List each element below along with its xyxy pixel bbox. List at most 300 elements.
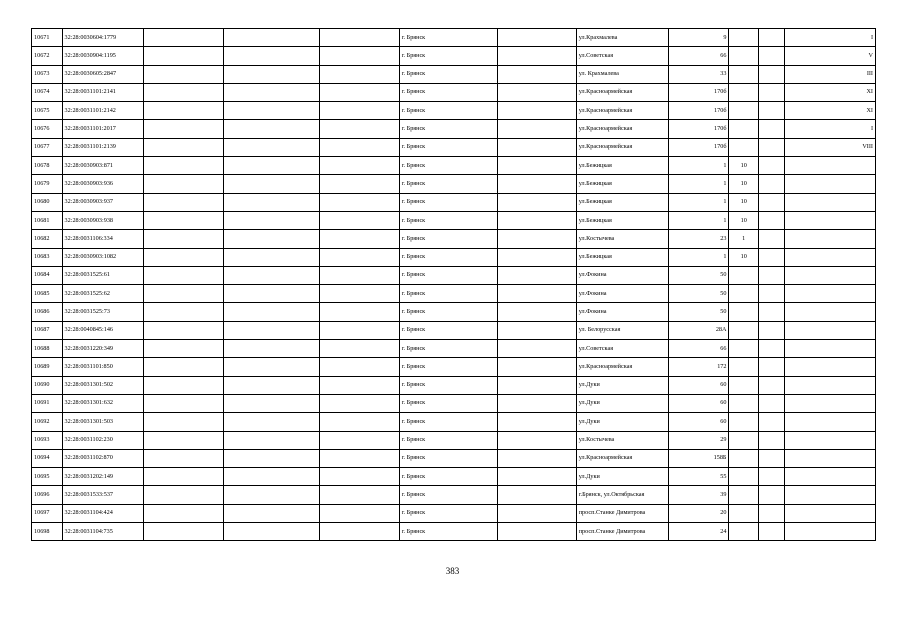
cell-id: 10676 bbox=[32, 120, 63, 138]
cell-empty bbox=[143, 449, 223, 467]
cell-street: ул. Белорусская bbox=[576, 321, 669, 339]
cell-empty bbox=[319, 248, 399, 266]
cell-cadastral-number: 32:28:0030904:1195 bbox=[62, 47, 143, 65]
cell-apartment bbox=[729, 102, 759, 120]
cell-empty bbox=[223, 266, 319, 284]
cell-city: г. Брянск bbox=[399, 175, 497, 193]
cell-house-number: 50 bbox=[669, 303, 729, 321]
cell-house-number: 1 bbox=[669, 193, 729, 211]
cell-house-number: 23 bbox=[669, 230, 729, 248]
cell-empty bbox=[497, 504, 576, 522]
cell-apartment bbox=[729, 431, 759, 449]
cell-cadastral-number: 32:28:0031101:2142 bbox=[62, 102, 143, 120]
cell-cadastral-number: 32:28:0031101:2017 bbox=[62, 120, 143, 138]
cell-city: г. Брянск bbox=[399, 47, 497, 65]
cell-id: 10683 bbox=[32, 248, 63, 266]
cell-house-number: 50 bbox=[669, 266, 729, 284]
cell-street: ул.Красноармейская bbox=[576, 83, 669, 101]
cell-id: 10677 bbox=[32, 138, 63, 156]
table-row bbox=[32, 376, 876, 394]
cell-city: г. Брянск bbox=[399, 29, 497, 47]
cell-empty bbox=[497, 340, 576, 358]
cell-empty bbox=[497, 175, 576, 193]
cell-empty bbox=[223, 449, 319, 467]
cell-empty bbox=[143, 193, 223, 211]
cell-cadastral-number: 32:28:0031102:870 bbox=[62, 449, 143, 467]
cell-empty bbox=[758, 248, 784, 266]
cell-cadastral-number: 32:28:0031533:537 bbox=[62, 486, 143, 504]
table-row bbox=[32, 468, 876, 486]
cell-premises-roman bbox=[785, 157, 876, 175]
cell-apartment bbox=[729, 340, 759, 358]
cell-empty bbox=[319, 266, 399, 284]
cell-house-number: 24 bbox=[669, 523, 729, 541]
cell-empty bbox=[497, 486, 576, 504]
cell-empty bbox=[143, 47, 223, 65]
cell-empty bbox=[319, 65, 399, 83]
cell-id: 10698 bbox=[32, 523, 63, 541]
cell-empty bbox=[497, 157, 576, 175]
cell-house-number: 66 bbox=[669, 340, 729, 358]
cell-empty bbox=[319, 449, 399, 467]
cell-empty bbox=[758, 65, 784, 83]
table-row bbox=[32, 449, 876, 467]
cell-house-number: 50 bbox=[669, 285, 729, 303]
cell-cadastral-number: 32:28:0030903:937 bbox=[62, 193, 143, 211]
cell-house-number: 1 bbox=[669, 157, 729, 175]
cell-city: г. Брянск bbox=[399, 83, 497, 101]
table-row bbox=[32, 394, 876, 412]
cell-apartment bbox=[729, 47, 759, 65]
cell-id: 10675 bbox=[32, 102, 63, 120]
cell-street: ул. Крахмалева bbox=[576, 65, 669, 83]
table-row bbox=[32, 230, 876, 248]
cell-empty bbox=[223, 193, 319, 211]
table-row bbox=[32, 431, 876, 449]
cell-empty bbox=[223, 29, 319, 47]
cell-cadastral-number: 32:28:0030903:936 bbox=[62, 175, 143, 193]
cell-id: 10682 bbox=[32, 230, 63, 248]
cell-id: 10693 bbox=[32, 431, 63, 449]
cell-apartment: 10 bbox=[729, 175, 759, 193]
cell-premises-roman bbox=[785, 193, 876, 211]
cell-empty bbox=[319, 303, 399, 321]
cell-empty bbox=[223, 83, 319, 101]
cell-empty bbox=[319, 157, 399, 175]
cell-cadastral-number: 32:28:0031101:2139 bbox=[62, 138, 143, 156]
table-body bbox=[32, 29, 876, 541]
cell-premises-roman bbox=[785, 230, 876, 248]
cell-apartment: 1 bbox=[729, 230, 759, 248]
cell-empty bbox=[143, 376, 223, 394]
cell-premises-roman: XI bbox=[785, 83, 876, 101]
cell-house-number: 33 bbox=[669, 65, 729, 83]
cell-empty bbox=[319, 321, 399, 339]
cell-premises-roman bbox=[785, 266, 876, 284]
cell-empty bbox=[223, 431, 319, 449]
cell-street: ул.Советская bbox=[576, 47, 669, 65]
cell-empty bbox=[319, 193, 399, 211]
cell-empty bbox=[223, 394, 319, 412]
cell-cadastral-number: 32:28:0031102:230 bbox=[62, 431, 143, 449]
cell-city: г. Брянск bbox=[399, 303, 497, 321]
cell-house-number: 170б bbox=[669, 83, 729, 101]
cell-premises-roman bbox=[785, 376, 876, 394]
cell-house-number: 1 bbox=[669, 248, 729, 266]
cell-empty bbox=[319, 138, 399, 156]
table-row bbox=[32, 83, 876, 101]
cell-empty bbox=[758, 29, 784, 47]
cell-house-number: 158Б bbox=[669, 449, 729, 467]
cell-cadastral-number: 32:28:0031301:632 bbox=[62, 394, 143, 412]
cell-empty bbox=[143, 102, 223, 120]
cell-empty bbox=[319, 285, 399, 303]
cell-empty bbox=[758, 486, 784, 504]
cell-empty bbox=[497, 83, 576, 101]
cell-id: 10686 bbox=[32, 303, 63, 321]
cell-street: ул.Костычева bbox=[576, 230, 669, 248]
cell-empty bbox=[319, 175, 399, 193]
cell-premises-roman bbox=[785, 358, 876, 376]
cell-city: г. Брянск bbox=[399, 394, 497, 412]
cell-apartment: 10 bbox=[729, 248, 759, 266]
table-row bbox=[32, 486, 876, 504]
cell-apartment bbox=[729, 449, 759, 467]
cell-street: ул.Костычева bbox=[576, 431, 669, 449]
cell-empty bbox=[143, 266, 223, 284]
table-row bbox=[32, 303, 876, 321]
cell-city: г. Брянск bbox=[399, 65, 497, 83]
cell-empty bbox=[758, 468, 784, 486]
table-row bbox=[32, 102, 876, 120]
cell-premises-roman: I bbox=[785, 29, 876, 47]
cell-premises-roman bbox=[785, 321, 876, 339]
cell-empty bbox=[497, 303, 576, 321]
cell-street: ул.Бежицкая bbox=[576, 175, 669, 193]
cell-cadastral-number: 32:28:0031202:149 bbox=[62, 468, 143, 486]
cell-house-number: 28А bbox=[669, 321, 729, 339]
cell-empty bbox=[319, 102, 399, 120]
table-row bbox=[32, 29, 876, 47]
cell-empty bbox=[758, 175, 784, 193]
cell-empty bbox=[497, 523, 576, 541]
cell-cadastral-number: 32:28:0031104:735 bbox=[62, 523, 143, 541]
cell-empty bbox=[497, 29, 576, 47]
cell-empty bbox=[319, 358, 399, 376]
cell-empty bbox=[497, 468, 576, 486]
cell-empty bbox=[143, 394, 223, 412]
cell-id: 10692 bbox=[32, 413, 63, 431]
cell-empty bbox=[758, 47, 784, 65]
cell-city: г. Брянск bbox=[399, 358, 497, 376]
cell-id: 10671 bbox=[32, 29, 63, 47]
cell-empty bbox=[497, 376, 576, 394]
cell-cadastral-number: 32:28:0030903:938 bbox=[62, 211, 143, 229]
cell-empty bbox=[497, 65, 576, 83]
cell-id: 10685 bbox=[32, 285, 63, 303]
cell-empty bbox=[223, 486, 319, 504]
cell-city: г. Брянск bbox=[399, 413, 497, 431]
cell-street: ул.Дуки bbox=[576, 413, 669, 431]
cell-empty bbox=[758, 340, 784, 358]
cell-cadastral-number: 32:28:0031101:2141 bbox=[62, 83, 143, 101]
cell-house-number: 172 bbox=[669, 358, 729, 376]
cell-id: 10697 bbox=[32, 504, 63, 522]
cell-apartment bbox=[729, 376, 759, 394]
page-number: 383 bbox=[445, 566, 460, 576]
cell-empty bbox=[758, 285, 784, 303]
cell-house-number: 9 bbox=[669, 29, 729, 47]
cell-street: ул.Бежицкая bbox=[576, 157, 669, 175]
cell-street: ул.Дуки bbox=[576, 376, 669, 394]
cell-premises-roman: I bbox=[785, 120, 876, 138]
cell-empty bbox=[758, 102, 784, 120]
cell-empty bbox=[223, 321, 319, 339]
cell-apartment: 10 bbox=[729, 193, 759, 211]
cell-house-number: 29 bbox=[669, 431, 729, 449]
cell-house-number: 1 bbox=[669, 175, 729, 193]
cell-premises-roman bbox=[785, 394, 876, 412]
cell-premises-roman bbox=[785, 504, 876, 522]
cell-premises-roman bbox=[785, 486, 876, 504]
cell-empty bbox=[143, 504, 223, 522]
cell-house-number: 170б bbox=[669, 102, 729, 120]
cell-empty bbox=[223, 376, 319, 394]
table-row bbox=[32, 47, 876, 65]
cell-empty bbox=[223, 358, 319, 376]
cell-house-number: 55 bbox=[669, 468, 729, 486]
cell-empty bbox=[758, 376, 784, 394]
table-row bbox=[32, 248, 876, 266]
cell-cadastral-number: 32:28:0031525:62 bbox=[62, 285, 143, 303]
cell-city: г. Брянск bbox=[399, 120, 497, 138]
cell-empty bbox=[497, 248, 576, 266]
cell-premises-roman bbox=[785, 303, 876, 321]
cell-cadastral-number: 32:28:0030604:1779 bbox=[62, 29, 143, 47]
cell-id: 10679 bbox=[32, 175, 63, 193]
cell-premises-roman bbox=[785, 449, 876, 467]
table-row bbox=[32, 211, 876, 229]
cell-city: г. Брянск bbox=[399, 431, 497, 449]
cell-empty bbox=[497, 449, 576, 467]
cell-empty bbox=[319, 340, 399, 358]
table-row bbox=[32, 266, 876, 284]
cell-apartment bbox=[729, 523, 759, 541]
table-row bbox=[32, 358, 876, 376]
cell-empty bbox=[758, 211, 784, 229]
cell-city: г. Брянск bbox=[399, 504, 497, 522]
cell-empty bbox=[497, 285, 576, 303]
cell-empty bbox=[319, 376, 399, 394]
cell-apartment bbox=[729, 83, 759, 101]
cell-empty bbox=[223, 468, 319, 486]
cell-id: 10690 bbox=[32, 376, 63, 394]
table-row bbox=[32, 321, 876, 339]
cell-street: ул.Красноармейская bbox=[576, 358, 669, 376]
cell-empty bbox=[143, 65, 223, 83]
cell-empty bbox=[319, 230, 399, 248]
cell-empty bbox=[143, 285, 223, 303]
cell-empty bbox=[758, 358, 784, 376]
cell-id: 10681 bbox=[32, 211, 63, 229]
cell-apartment bbox=[729, 285, 759, 303]
cell-street: ул.Бежицкая bbox=[576, 193, 669, 211]
cell-empty bbox=[143, 321, 223, 339]
cell-empty bbox=[758, 266, 784, 284]
cell-cadastral-number: 32:28:0031101:850 bbox=[62, 358, 143, 376]
cell-city: г. Брянск bbox=[399, 376, 497, 394]
cell-empty bbox=[223, 120, 319, 138]
cell-cadastral-number: 32:28:0031106:334 bbox=[62, 230, 143, 248]
cell-apartment: 10 bbox=[729, 211, 759, 229]
cell-id: 10678 bbox=[32, 157, 63, 175]
cell-empty bbox=[223, 230, 319, 248]
cell-house-number: 39 bbox=[669, 486, 729, 504]
cell-empty bbox=[758, 431, 784, 449]
cell-id: 10695 bbox=[32, 468, 63, 486]
cell-empty bbox=[319, 394, 399, 412]
cell-city: г. Брянск bbox=[399, 230, 497, 248]
cell-empty bbox=[758, 120, 784, 138]
cell-street: ул.Красноармейская bbox=[576, 138, 669, 156]
cell-apartment bbox=[729, 486, 759, 504]
cell-empty bbox=[143, 211, 223, 229]
cell-empty bbox=[758, 523, 784, 541]
cell-street: просп.Станке Димитрова bbox=[576, 523, 669, 541]
cell-empty bbox=[143, 358, 223, 376]
cell-empty bbox=[497, 120, 576, 138]
cell-empty bbox=[758, 449, 784, 467]
cell-apartment bbox=[729, 29, 759, 47]
cell-cadastral-number: 32:28:0031220:349 bbox=[62, 340, 143, 358]
cell-empty bbox=[143, 230, 223, 248]
cell-premises-roman bbox=[785, 431, 876, 449]
cell-empty bbox=[758, 83, 784, 101]
cell-premises-roman bbox=[785, 211, 876, 229]
cell-id: 10674 bbox=[32, 83, 63, 101]
cell-premises-roman bbox=[785, 175, 876, 193]
cell-empty bbox=[319, 413, 399, 431]
cell-apartment bbox=[729, 321, 759, 339]
table-row bbox=[32, 413, 876, 431]
cell-empty bbox=[319, 431, 399, 449]
cell-cadastral-number: 32:28:0030903:871 bbox=[62, 157, 143, 175]
cell-city: г. Брянск bbox=[399, 340, 497, 358]
cell-empty bbox=[143, 248, 223, 266]
cell-apartment bbox=[729, 266, 759, 284]
cell-apartment bbox=[729, 468, 759, 486]
cell-cadastral-number: 32:28:0030605:2847 bbox=[62, 65, 143, 83]
cell-empty bbox=[143, 431, 223, 449]
cell-cadastral-number: 32:28:0031301:503 bbox=[62, 413, 143, 431]
cell-empty bbox=[758, 321, 784, 339]
cell-city: г. Брянск bbox=[399, 321, 497, 339]
cell-empty bbox=[223, 175, 319, 193]
cell-street: ул.Бежицкая bbox=[576, 248, 669, 266]
cell-house-number: 60 bbox=[669, 376, 729, 394]
table-row bbox=[32, 138, 876, 156]
cell-cadastral-number: 32:28:0040845:146 bbox=[62, 321, 143, 339]
cell-empty bbox=[758, 157, 784, 175]
cell-empty bbox=[143, 138, 223, 156]
cell-empty bbox=[223, 157, 319, 175]
cell-empty bbox=[143, 83, 223, 101]
cell-empty bbox=[319, 120, 399, 138]
cell-apartment: 10 bbox=[729, 157, 759, 175]
cell-house-number: 1 bbox=[669, 211, 729, 229]
cell-apartment bbox=[729, 413, 759, 431]
cell-empty bbox=[223, 138, 319, 156]
cell-apartment bbox=[729, 65, 759, 83]
cell-city: г. Брянск bbox=[399, 486, 497, 504]
cell-city: г. Брянск bbox=[399, 157, 497, 175]
cell-empty bbox=[223, 211, 319, 229]
cell-premises-roman bbox=[785, 413, 876, 431]
cell-premises-roman: V bbox=[785, 47, 876, 65]
cell-id: 10688 bbox=[32, 340, 63, 358]
table-row bbox=[32, 175, 876, 193]
cell-empty bbox=[223, 413, 319, 431]
cell-empty bbox=[223, 248, 319, 266]
cell-empty bbox=[319, 468, 399, 486]
cell-empty bbox=[223, 303, 319, 321]
cell-empty bbox=[497, 138, 576, 156]
cell-empty bbox=[143, 468, 223, 486]
cell-city: г. Брянск bbox=[399, 138, 497, 156]
cell-apartment bbox=[729, 358, 759, 376]
cell-empty bbox=[758, 413, 784, 431]
cell-empty bbox=[758, 230, 784, 248]
cell-empty bbox=[497, 102, 576, 120]
cell-id: 10691 bbox=[32, 394, 63, 412]
cell-empty bbox=[319, 504, 399, 522]
cell-empty bbox=[143, 29, 223, 47]
cell-empty bbox=[319, 486, 399, 504]
cell-city: г. Брянск bbox=[399, 102, 497, 120]
cell-empty bbox=[497, 230, 576, 248]
cell-empty bbox=[143, 413, 223, 431]
cell-city: г. Брянск bbox=[399, 449, 497, 467]
cell-city: г. Брянск bbox=[399, 523, 497, 541]
cell-street: ул.Красноармейская bbox=[576, 449, 669, 467]
cell-id: 10689 bbox=[32, 358, 63, 376]
cell-id: 10673 bbox=[32, 65, 63, 83]
cell-id: 10684 bbox=[32, 266, 63, 284]
cell-cadastral-number: 32:28:0031104:424 bbox=[62, 504, 143, 522]
cell-apartment bbox=[729, 394, 759, 412]
cell-empty bbox=[223, 285, 319, 303]
cell-empty bbox=[497, 266, 576, 284]
cell-empty bbox=[758, 138, 784, 156]
cell-id: 10680 bbox=[32, 193, 63, 211]
cell-cadastral-number: 32:28:0030903:1082 bbox=[62, 248, 143, 266]
cell-premises-roman bbox=[785, 468, 876, 486]
cell-street: ул.Дуки bbox=[576, 394, 669, 412]
cell-apartment bbox=[729, 504, 759, 522]
cell-premises-roman: XI bbox=[785, 102, 876, 120]
cell-empty bbox=[223, 504, 319, 522]
table-row bbox=[32, 157, 876, 175]
cell-street: просп.Станке Димитрова bbox=[576, 504, 669, 522]
cell-empty bbox=[143, 120, 223, 138]
cell-empty bbox=[319, 29, 399, 47]
cell-empty bbox=[497, 358, 576, 376]
cell-empty bbox=[223, 47, 319, 65]
cell-empty bbox=[223, 523, 319, 541]
cell-empty bbox=[497, 321, 576, 339]
cell-house-number: 60 bbox=[669, 413, 729, 431]
cell-street: ул.Фокина bbox=[576, 285, 669, 303]
